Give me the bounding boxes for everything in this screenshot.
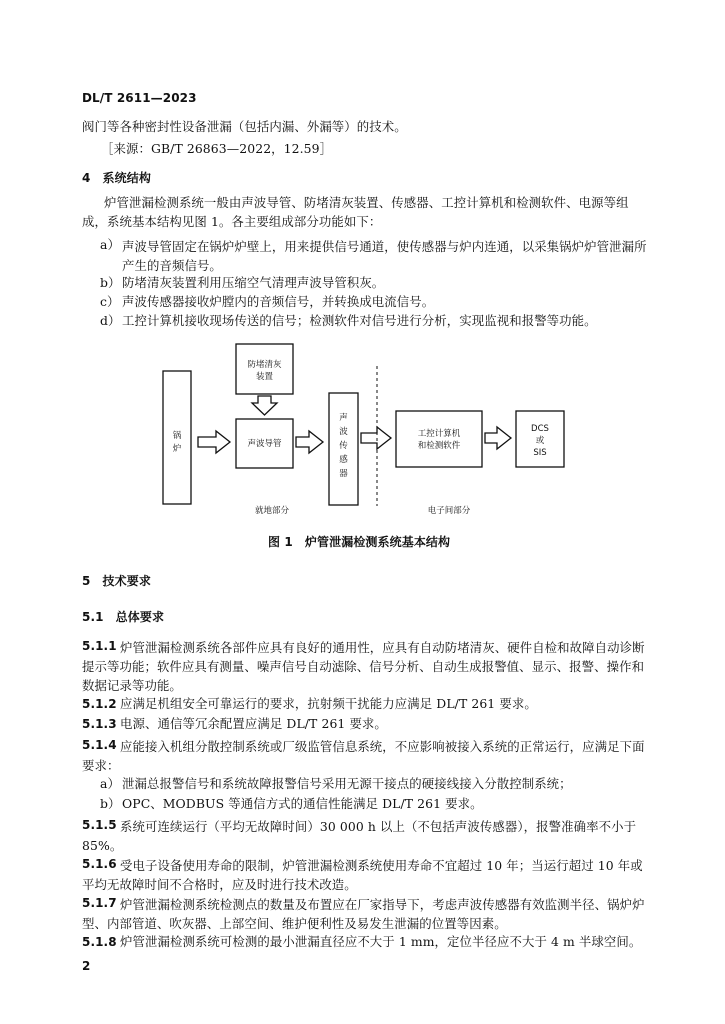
- section-5-heading: 5 技术要求: [82, 574, 151, 588]
- item-c-text: 声波传感器接收炉膛内的音频信号，并转换成电流信号。: [122, 294, 435, 309]
- section-5-1-heading: 5.1 总体要求: [82, 610, 165, 624]
- clause-text: 电源、通信等冗余配置应满足 DL/T 261 要求。: [120, 716, 387, 731]
- clause-number: 5.1.3: [82, 717, 117, 731]
- item-a-text: 声波导管固定在锅炉炉壁上，用来提供信号通道，使传感器与炉内连通，以采集锅炉炉管泄漏所产生的音频信号。: [122, 239, 647, 273]
- clause-number: 5.1.5: [82, 818, 117, 832]
- sensor-char-3: 传: [339, 441, 348, 451]
- dcs-line-3: SIS: [533, 448, 547, 458]
- local-section-label: 就地部分: [254, 506, 290, 516]
- cleaner-line-1: 防堵清灰: [247, 360, 282, 370]
- clause-text: 炉管泄漏检测系统检测点的数量及布置应在厂家指导下，考虑声波传感器有效监测半径、锅炉炉型、内部管道、吹灰器、上部空间、维护便利性及易发生泄漏的位置等因素。: [82, 897, 645, 931]
- sensor-char-5: 器: [339, 469, 348, 479]
- sub-item-a-marker: a）: [100, 776, 120, 791]
- guide-label: 声波导管: [247, 439, 282, 449]
- clause-number: 5.1.8: [82, 935, 117, 949]
- clause-text: 炉管泄漏检测系统各部件应具有良好的通用性，应具有自动防堵清灰、硬件自检和故障自动诊断提示等功能；软件应具有测量、噪声信号自动滤除、信号分析、自动生成报警值、显示、报警、操作和数据记录等功能。: [82, 640, 645, 693]
- page-number: 2: [82, 959, 91, 973]
- clause-text: 系统可连续运行（平均无故障时间）30 000 h 以上（不包括声波传感器），报警准确率不小于 85%。: [82, 819, 637, 853]
- clause-number: 5.1.7: [82, 896, 117, 910]
- sensor-char-1: 声: [339, 413, 348, 423]
- item-c-marker: c）: [100, 294, 120, 309]
- source-reference: ［来源：GB/T 26863—2022，12.59］: [101, 141, 333, 156]
- cleaner-line-2: 装置: [255, 372, 274, 382]
- clause-text: 受电子设备使用寿命的限制，炉管泄漏检测系统使用寿命不宜超过 10 年；当运行超过 10 年或平均无故障时间不合格时，应及时进行技术改造。: [82, 858, 643, 892]
- computer-to-dcs-arrow: [485, 427, 511, 449]
- clause-number: 5.1.1: [82, 639, 117, 653]
- sensor-char-2: 波: [339, 427, 348, 437]
- item-b-text: 防堵清灰装置利用压缩空气清理声波导管积灰。: [122, 275, 385, 290]
- clause-text: 炉管泄漏检测系统可检测的最小泄漏直径应不大于 1 mm，定位半径应不大于 4 m 半球空间。: [120, 934, 642, 949]
- item-d-marker: d）: [100, 313, 121, 328]
- sub-item-b-marker: b）: [100, 796, 121, 811]
- guide-to-sensor-arrow: [296, 431, 323, 453]
- computer-line-2: 和检测软件: [417, 441, 461, 451]
- sensor-char-4: 感: [339, 455, 348, 465]
- dcs-line-1: DCS: [531, 424, 549, 434]
- item-d-text: 工控计算机接收现场传送的信号；检测软件对信号进行分析，实现监视和报警等功能。: [122, 313, 597, 328]
- clause-text: 应满足机组安全可靠运行的要求，抗射频干扰能力应满足 DL/T 261 要求。: [120, 696, 537, 711]
- sensor-to-computer-arrow: [361, 427, 391, 449]
- item-b-marker: b）: [100, 275, 121, 290]
- section-4-heading: 4 系统结构: [82, 171, 151, 185]
- item-a-marker: a）: [100, 237, 120, 252]
- clause-number: 5.1.2: [82, 697, 117, 711]
- doc-code-header: DL/T 2611—2023: [82, 91, 197, 105]
- dcs-line-2: 或: [535, 436, 545, 446]
- clause-number: 5.1.4: [82, 738, 117, 752]
- section-4-paragraph: 炉管泄漏检测系统一般由声波导管、防堵清灰装置、传感器、工控计算机和检测软件、电源等组成，系统基本结构见图 1。各主要组成部分功能如下：: [82, 195, 629, 229]
- boiler-to-guide-arrow: [198, 431, 230, 453]
- sub-item-b-text: OPC、MODBUS 等通信方式的通信性能满足 DL/T 261 要求。: [122, 796, 483, 811]
- electronic-room-label: 电子间部分: [427, 506, 471, 516]
- computer-line-1: 工控计算机: [417, 429, 461, 439]
- clause-text: 应能接入机组分散控制系统或厂级监管信息系统，不应影响被接入系统的正常运行，应满足下面要求：: [82, 739, 645, 773]
- clause-number: 5.1.6: [82, 857, 117, 871]
- figure-caption: 图 1 炉管泄漏检测系统基本结构: [268, 535, 451, 549]
- intro-line: 阀门等各种密封性设备泄漏（包括内漏、外漏等）的技术。: [82, 119, 407, 134]
- boiler-char-2: 炉: [172, 444, 182, 454]
- sub-item-a-text: 泄漏总报警信号和系统故障报警信号采用无源干接点的硬接线接入分散控制系统；: [122, 776, 572, 791]
- computer-box: [396, 411, 482, 467]
- cleaner-to-guide-arrow: [252, 396, 277, 415]
- boiler-char-1: 锅: [172, 431, 182, 441]
